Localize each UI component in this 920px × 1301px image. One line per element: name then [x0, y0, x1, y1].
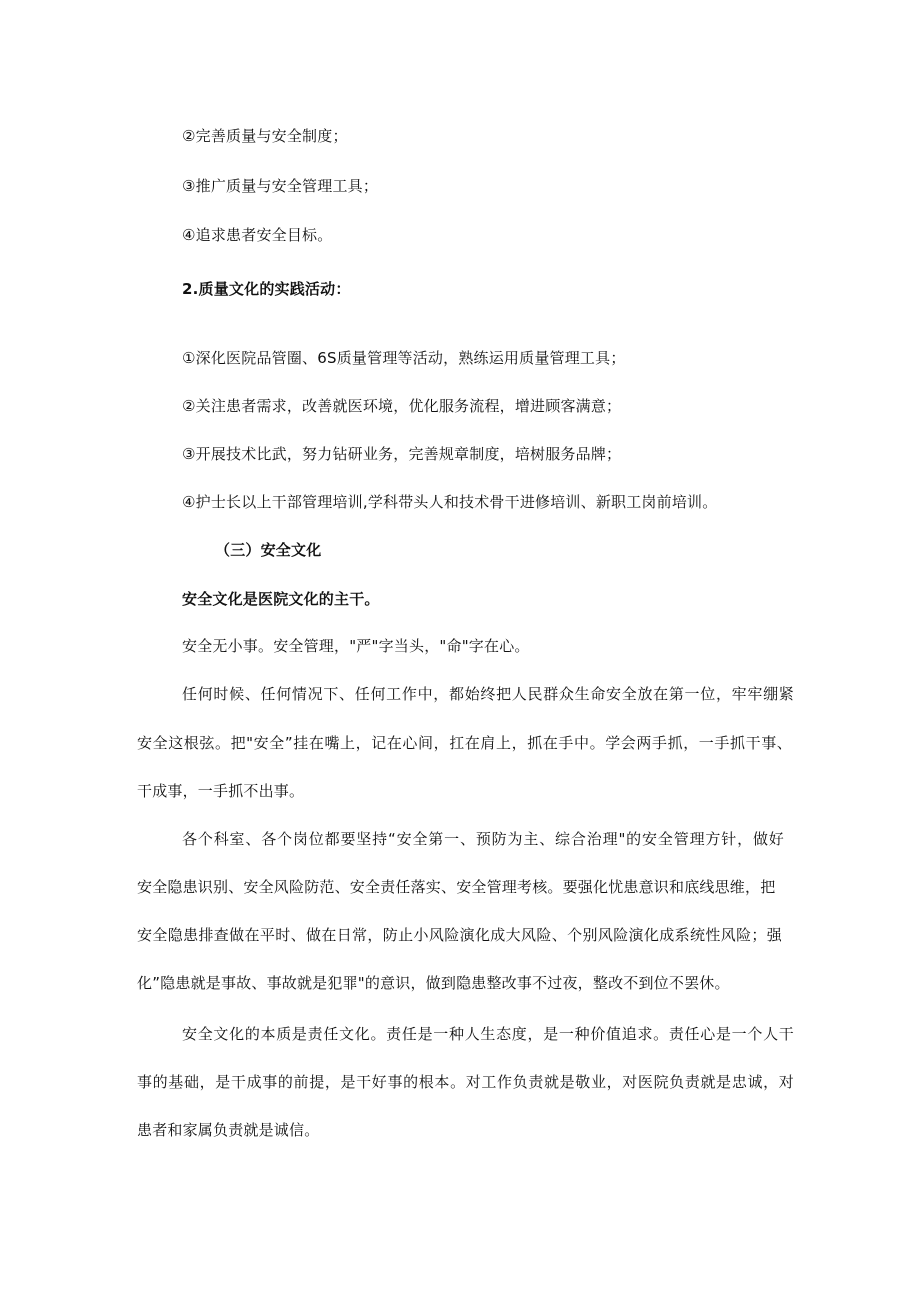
quality-goal-item: ②完善质量与安全制度；	[182, 127, 348, 145]
quality-practice-item: ③开展技术比武，努力钻研业务，完善规章制度，培树服务品牌；	[182, 445, 622, 463]
paragraph-line: 安全隐患排查做在平时、做在日常，防止小风险演化成大风险、个别风险演化成系统性风险；强	[137, 926, 782, 944]
paragraph-line: 干成事，一手抓不出事。	[137, 782, 305, 800]
quality-practice-heading: 2.质量文化的实践活动：	[182, 280, 351, 298]
paragraph-line: 安全这根弦。把"安全”挂在嘴上，记在心间，扛在肩上，抓在手中。学会两手抓，一手抓干事、	[137, 734, 792, 752]
quality-practice-item: ①深化医院品管圈、6S质量管理等活动，熟练运用质量管理工具；	[182, 349, 626, 367]
quality-practice-item: ②关注患者需求，改善就医环境，优化服务流程，增进顾客满意；	[182, 397, 622, 415]
paragraph-line: 化”隐患就是事故、事故就是犯罪"的意识，做到隐患整改事不过夜，整改不到位不罢休。	[137, 974, 730, 992]
paragraph-line: 安全隐患识别、安全风险防范、安全责任落实、安全管理考核。要强化忧患意识和底线思维，把	[137, 878, 776, 896]
paragraph-line: 事的基础，是干成事的前提，是干好事的根本。对工作负责就是敬业，对医院负责就是忠诚，对	[137, 1073, 794, 1091]
paragraph-line: 任何时候、任何情况下、任何工作中，都始终把人民群众生命安全放在第一位，牢牢绷紧	[182, 685, 794, 703]
safety-section-title: （三）安全文化	[215, 541, 322, 559]
quality-practice-item: ④护士长以上干部管理培训,学科带头人和技术骨干进修培训、新职工岗前培训。	[182, 493, 718, 511]
paragraph-line: 安全文化的本质是责任文化。责任是一种人生态度，是一种价值追求。责任心是一个人干	[182, 1025, 794, 1043]
paragraph-line: 患者和家属负责就是诚信。	[137, 1121, 320, 1139]
safety-motto: 安全无小事。安全管理，"严"字当头，"命"字在心。	[182, 637, 530, 655]
quality-goal-item: ④追求患者安全目标。	[182, 226, 333, 244]
safety-lead-sentence: 安全文化是医院文化的主干。	[182, 590, 380, 608]
quality-goal-item: ③推广质量与安全管理工具；	[182, 177, 379, 195]
paragraph-line: 各个科室、各个岗位都要坚持“安全第一、预防为主、综合治理"的安全管理方针，做好	[182, 830, 784, 848]
